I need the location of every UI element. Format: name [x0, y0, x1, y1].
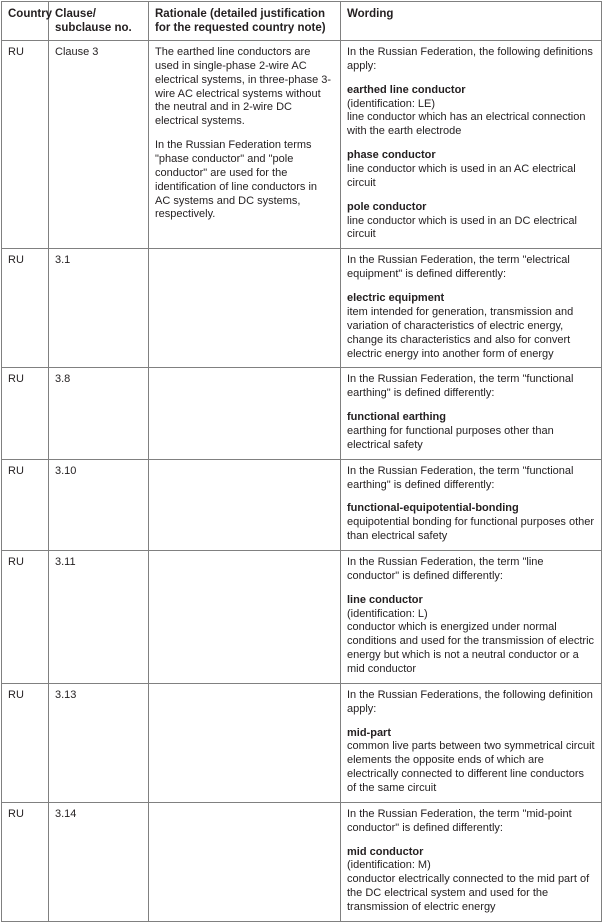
- cell-rationale: [149, 249, 341, 368]
- definition-text: common live parts between two symmetrical circuit elements the opposite ends of which are electrically connected to different line conductors of the same circuit: [347, 740, 595, 794]
- cell-wording: [341, 459, 602, 550]
- cell-clause: 3.14: [49, 802, 149, 921]
- cell-wording: [341, 41, 602, 249]
- definition-text: item intended for generation, transmission and variation of characteristics of electric energy, change its characteristics and also for convert electric energy into another form of energy: [347, 305, 574, 360]
- definition-term: mid-part: [347, 726, 391, 739]
- definition-term: mid conductor: [347, 845, 424, 858]
- cell-rationale: [149, 683, 341, 802]
- cell-rationale: [149, 41, 341, 249]
- cell-country: RU: [2, 550, 49, 683]
- definition-block: [347, 594, 595, 677]
- definition-term: electric equipment: [347, 292, 445, 305]
- definition-block: [347, 149, 595, 191]
- definition-identification: (identification: M): [347, 859, 431, 872]
- cell-rationale: [149, 550, 341, 683]
- wording-intro: In the Russian Federation, the term "line conductor" is defined differently:: [347, 555, 544, 582]
- definition-term: line conductor: [347, 593, 423, 606]
- cell-clause: 3.8: [49, 368, 149, 459]
- definition-term: pole conductor: [347, 200, 427, 213]
- definition-block: [347, 846, 595, 915]
- wording-intro: In the Russian Federation, the following definitions apply:: [347, 46, 593, 72]
- definition-block: [347, 411, 595, 453]
- definition-block: [347, 292, 595, 361]
- cell-country: RU: [2, 41, 49, 249]
- cell-rationale: [149, 802, 341, 921]
- definition-block: [347, 201, 595, 243]
- definition-text: line conductor which is used in an DC electrical circuit: [347, 214, 577, 241]
- column-header-rationale: [149, 2, 341, 41]
- table-row: [2, 249, 602, 368]
- wording-intro: In the Russian Federation, the term "functional earthing" is defined differently:: [347, 373, 574, 400]
- column-header-country: Country: [2, 2, 49, 41]
- cell-rationale: [149, 459, 341, 550]
- cell-country: RU: [2, 683, 49, 802]
- definition-term: functional earthing: [347, 411, 446, 424]
- cell-wording: [341, 802, 602, 921]
- table-row: [2, 802, 602, 921]
- definition-block: [347, 502, 595, 544]
- column-header-wording: Wording: [341, 2, 602, 41]
- cell-country: RU: [2, 802, 49, 921]
- country-notes-table: [1, 1, 602, 922]
- definition-text: earthing for functional purposes other than electrical safety: [347, 424, 554, 451]
- wording-intro: In the Russian Federation, the term "mid-point conductor" is defined differently:: [347, 807, 572, 834]
- cell-wording: [341, 683, 602, 802]
- definition-block: [347, 84, 595, 139]
- cell-clause: 3.1: [49, 249, 149, 368]
- definition-term: phase conductor: [347, 149, 436, 162]
- definition-text: line conductor which has an electrical connection with the earth electrode: [347, 111, 586, 138]
- table-row: [2, 550, 602, 683]
- rationale-paragraph: In the Russian Federation terms "phase conductor" and "pole conductor" are used for the identification of line conductors in AC systems and DC systems, respectively.: [155, 139, 318, 221]
- definition-text: line conductor which is used in an AC electrical circuit: [347, 163, 576, 189]
- cell-clause: 3.13: [49, 683, 149, 802]
- table-header: [2, 2, 602, 41]
- table-header-row: [2, 2, 602, 41]
- cell-clause: Clause 3: [49, 41, 149, 249]
- column-header-rationale-line1: Rationale (detailed justification: [155, 8, 325, 20]
- cell-clause: 3.11: [49, 550, 149, 683]
- cell-rationale: [149, 368, 341, 459]
- definition-block: [347, 727, 595, 796]
- definition-identification: (identification: LE): [347, 97, 436, 110]
- column-header-clause: [49, 2, 149, 41]
- definition-text: equipotential bonding for functional purposes other than electrical safety: [347, 516, 595, 543]
- table-body: [2, 41, 602, 922]
- table-row: [2, 41, 602, 249]
- cell-wording: [341, 368, 602, 459]
- definition-text: conductor which is energized under normal conditions and used for the transmission of electric energy but which is not a neutral conductor or a mid conductor: [347, 621, 595, 675]
- cell-wording: [341, 249, 602, 368]
- table-row: [2, 368, 602, 459]
- column-header-clause-line1: Clause/: [55, 8, 96, 20]
- table-row: [2, 459, 602, 550]
- definition-identification: (identification: L): [347, 607, 428, 620]
- cell-clause: 3.10: [49, 459, 149, 550]
- rationale-paragraph: The earthed line conductors are used in single-phase 2-wire AC electrical systems, in three-phase 3-wire AC electrical systems without the neutral and in 2-wire DC electrical systems.: [155, 46, 332, 128]
- definition-text: conductor electrically connected to the mid part of the DC electrical system and used for the transmission of electric energy: [347, 873, 590, 913]
- column-header-clause-line2: subclause no.: [55, 22, 132, 35]
- cell-wording: [341, 550, 602, 683]
- definition-term: functional-equipotential-bonding: [347, 502, 519, 515]
- cell-country: RU: [2, 249, 49, 368]
- wording-intro: In the Russian Federation, the term "electrical equipment" is defined differently:: [347, 254, 570, 281]
- table-row: [2, 683, 602, 802]
- wording-intro: In the Russian Federations, the following definition apply:: [347, 688, 593, 715]
- wording-intro: In the Russian Federation, the term "functional earthing" is defined differently:: [347, 464, 574, 491]
- definition-term: earthed line conductor: [347, 83, 466, 96]
- column-header-rationale-line2: for the requested country note): [155, 22, 326, 35]
- cell-country: RU: [2, 459, 49, 550]
- cell-country: RU: [2, 368, 49, 459]
